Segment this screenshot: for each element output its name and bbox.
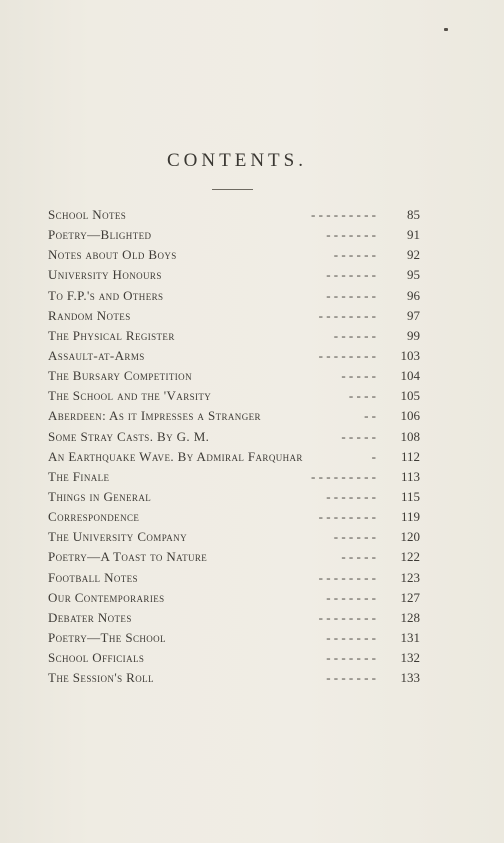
toc-entry-leader: - - - - - [341,428,376,444]
toc-entry [48,306,420,326]
toc-entry-page: 112 [400,448,420,464]
toc-entry-page: 106 [400,408,420,424]
toc-entry-leader: - - - - - - - - [318,609,376,625]
toc-entry-page: 131 [400,629,420,645]
toc-entry-page: 115 [400,488,420,504]
toc-entry-page: 120 [400,529,420,545]
toc-entry [48,648,420,668]
toc-entry-leader: - - [364,408,376,424]
toc-entry-title: The Finale [48,468,110,484]
toc-entry [48,326,420,346]
toc-entry [48,286,420,306]
heading-rule [212,189,253,190]
toc-entry-title: Poetry—Blighted [48,227,152,243]
toc-entry-leader: - - - - - - [333,247,376,263]
toc-entry [48,366,420,386]
toc-entry-page: 105 [400,388,420,404]
toc-entry-leader: - - - - - - - - [318,569,376,585]
toc-entry-leader: - - - - - [341,368,376,384]
toc-entry-leader: - - - - - - - [326,650,376,666]
toc-entry-leader: - - - - - - - - - [311,207,376,222]
toc-entry [48,427,420,447]
toc-entry-leader: - - - - - - - [326,670,376,686]
contents-heading: CONTENTS. [167,150,307,171]
toc-entry-title: To F.P.'s and Others [48,287,164,303]
toc-entry-page: 133 [400,670,420,686]
toc-entry-title: The Physical Register [48,327,175,343]
toc-entry-page: 127 [400,589,420,605]
toc-entry-page: 108 [400,428,420,444]
toc-entry-leader: - - - - - - - [326,488,376,504]
toc-entry-page: 104 [400,368,420,384]
toc-entry-page: 123 [400,569,420,585]
toc-entry-title: Things in General [48,488,152,504]
toc-entry-page: 95 [407,267,420,283]
toc-entry-title: School Notes [48,207,127,222]
toc-entry-title: The School and the 'Varsity [48,388,212,404]
toc-entry-title: Random Notes [48,307,131,323]
toc-entry-leader: - - - - - - - [326,589,376,605]
toc-entry [48,447,420,467]
toc-entry-leader: - [371,448,376,464]
toc-entry-title: The Session's Roll [48,670,154,686]
toc-entry-page: 99 [407,327,420,343]
toc-entry-title: An Earthquake Wave. By Admiral Farquhar [48,448,303,464]
toc-entry [48,507,420,527]
toc-entry-title: Assault-at-Arms [48,347,145,363]
toc-entry-title: The University Company [48,529,187,545]
toc-entry-title: Poetry—The School [48,629,166,645]
toc-entry-page: 103 [400,347,420,363]
toc-entry-leader: - - - - - - - - [318,347,376,363]
toc-entry [48,547,420,567]
toc-entry-title: Correspondence [48,509,140,525]
toc-entry-page: 97 [407,307,420,323]
toc-entry-title: Debater Notes [48,609,132,625]
toc-entry-page: 128 [400,609,420,625]
toc-entry-page: 91 [407,227,420,243]
toc-entry [48,588,420,608]
toc-entry-title: Aberdeen: As it Impresses a Stranger [48,408,261,424]
toc-entry [48,265,420,285]
toc-entry [48,487,420,507]
toc-entry-leader: - - - - - - - - [318,307,376,323]
toc-entry-page: 113 [400,468,420,484]
toc-entry [48,628,420,648]
toc-entry [48,346,420,366]
toc-entry-page: 85 [407,207,420,222]
toc-entry-leader: - - - - [348,388,376,404]
toc-entry-leader: - - - - - - - [326,227,376,243]
toc-entry-page: 92 [407,247,420,263]
toc-entry [48,386,420,406]
toc-entry-title: Football Notes [48,569,138,585]
toc-entry [48,568,420,588]
toc-entry-leader: - - - - - - - [326,287,376,303]
ink-speck [444,28,448,31]
toc-entry-title: The Bursary Competition [48,368,192,384]
toc-entry-leader: - - - - - - - - [318,509,376,525]
toc-entry-leader: - - - - - - - [326,629,376,645]
toc-entry [48,668,420,688]
toc-entry-leader: - - - - - - [333,327,376,343]
toc-entry [48,608,420,628]
toc-entry-leader: - - - - - - - [326,267,376,283]
toc-entry-title: Notes about Old Boys [48,247,177,263]
toc-entry-page: 96 [407,287,420,303]
toc-entry-title: University Honours [48,267,162,283]
toc-entry-leader: - - - - - - [333,529,376,545]
toc-entry [48,527,420,547]
toc-entry-page: 132 [400,650,420,666]
toc-entry [48,467,420,487]
toc-entry-title: Our Contemporaries [48,589,165,605]
toc-entry-title: Poetry—A Toast to Nature [48,549,208,565]
toc-entry-leader: - - - - - - - - - [311,468,376,484]
toc-entry [48,205,420,225]
toc-entry [48,245,420,265]
toc-entry-page: 122 [400,549,420,565]
toc-entry-title: Some Stray Casts. By G. M. [48,428,210,444]
toc-entry [48,225,420,245]
toc-entry-leader: - - - - - [341,549,376,565]
toc-entry-title: School Officials [48,650,145,666]
toc-entry [48,406,420,426]
toc-entry-page: 119 [400,509,420,525]
table-of-contents [48,205,420,688]
